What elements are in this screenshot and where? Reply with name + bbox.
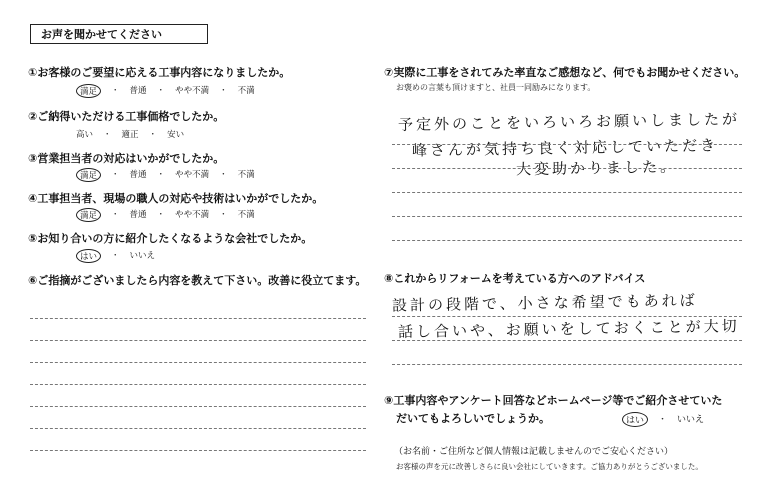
thanks-note: お客様の声を元に改善しさらに良い会社にしていきます。ご協力ありがとうございました。 [396,462,703,471]
q4-option-2[interactable]: 普通 [129,210,147,220]
q3-option-4[interactable]: 不満 [237,170,255,180]
answer-line [392,216,742,217]
q1-option-2[interactable]: 普通 [129,86,147,96]
q1-option-3[interactable]: やや不満 [175,86,210,96]
question-7: ⑦実際に工事をされてみた率直なご感想など、何でもお聞かせください。 [384,66,746,79]
q3-option-2[interactable]: 普通 [129,170,147,180]
answer-line [392,240,742,241]
q5-option-2[interactable]: いいえ [129,251,156,261]
answer-line [392,168,742,169]
question-2-options: 高い ・ 適正 ・ 安い [76,130,185,140]
question-1: ①お客様のご要望に応える工事内容になりましたか。 [28,66,291,79]
question-7-note: お褒めの言葉も頂けますと、社員一同励みになります。 [396,83,596,92]
answer-line [30,428,366,429]
question-5: ⑤お知り合いの方に紹介したくなるような会社でしたか。 [28,232,313,245]
answer-line [30,318,366,319]
answer-line [392,192,742,193]
answer-line [30,362,366,363]
answer-line [30,340,366,341]
survey-title: お声を聞かせてください [30,24,208,44]
answer-line [392,364,742,365]
q2-option-2[interactable]: 適正 [121,130,139,140]
privacy-note: （お名前・ご住所など個人情報は記載しませんのでご安心ください） [394,447,674,457]
question-5-options: はい ・ いいえ [76,249,155,263]
q9-option-1[interactable]: はい [622,412,648,427]
question-9-line-2: だいてもよろしいでしょうか。 [396,412,550,425]
question-3-options: 満足 ・ 普通 ・ やや不満 ・ 不満 [76,168,255,182]
question-9-line-1: ⑨工事内容やアンケート回答などホームページ等でご紹介させていた [384,394,723,407]
handwritten-answer-7-line-2: 峰さんが気持ち良く対応していただき [411,136,719,160]
q1-option-1[interactable]: 満足 [76,84,101,98]
answer-line [392,340,742,341]
question-2: ②ご納得いただける工事価格でしたか。 [28,110,225,123]
q1-option-4[interactable]: 不満 [237,86,255,96]
question-3: ③営業担当者の対応はいかがでしたか。 [28,152,225,165]
q2-option-1[interactable]: 高い [76,130,94,140]
q3-option-1[interactable]: 満足 [76,168,101,182]
q2-option-3[interactable]: 安い [167,130,185,140]
answer-line [30,406,366,407]
question-4: ④工事担当者、現場の職人の対応や技術はいかがでしたか。 [28,192,324,205]
answer-line [30,450,366,451]
question-6: ⑥ご指摘がございましたら内容を教えて下さい。改善に役立てます。 [28,274,367,287]
q9-option-2[interactable]: いいえ [677,415,705,425]
q5-option-1[interactable]: はい [76,249,101,263]
q4-option-4[interactable]: 不満 [237,210,255,220]
answer-line [392,144,742,145]
question-9-options: はい ・ いいえ [622,412,704,427]
question-1-options: 満足 ・ 普通 ・ やや不満 ・ 不満 [76,84,255,98]
handwritten-answer-7-line-3: 大変助かりました。 [515,157,679,179]
question-8: ⑧これからリフォームを考えている方へのアドバイス [384,272,646,285]
q3-option-3[interactable]: やや不満 [175,170,210,180]
handwritten-answer-7-line-1: 予定外のことをいろいろお願いしましたが [397,110,741,134]
handwritten-answer-8-line-2: 話し合いや、お願いをしておくことが大切 [397,317,740,341]
q4-option-3[interactable]: やや不満 [175,210,210,220]
q4-option-1[interactable]: 満足 [76,208,101,222]
handwritten-answer-8-line-1: 設計の段階で、小さな希望でもあれば [391,291,698,315]
question-4-options: 満足 ・ 普通 ・ やや不満 ・ 不満 [76,208,255,222]
answer-line [30,384,366,385]
answer-line [392,316,742,317]
